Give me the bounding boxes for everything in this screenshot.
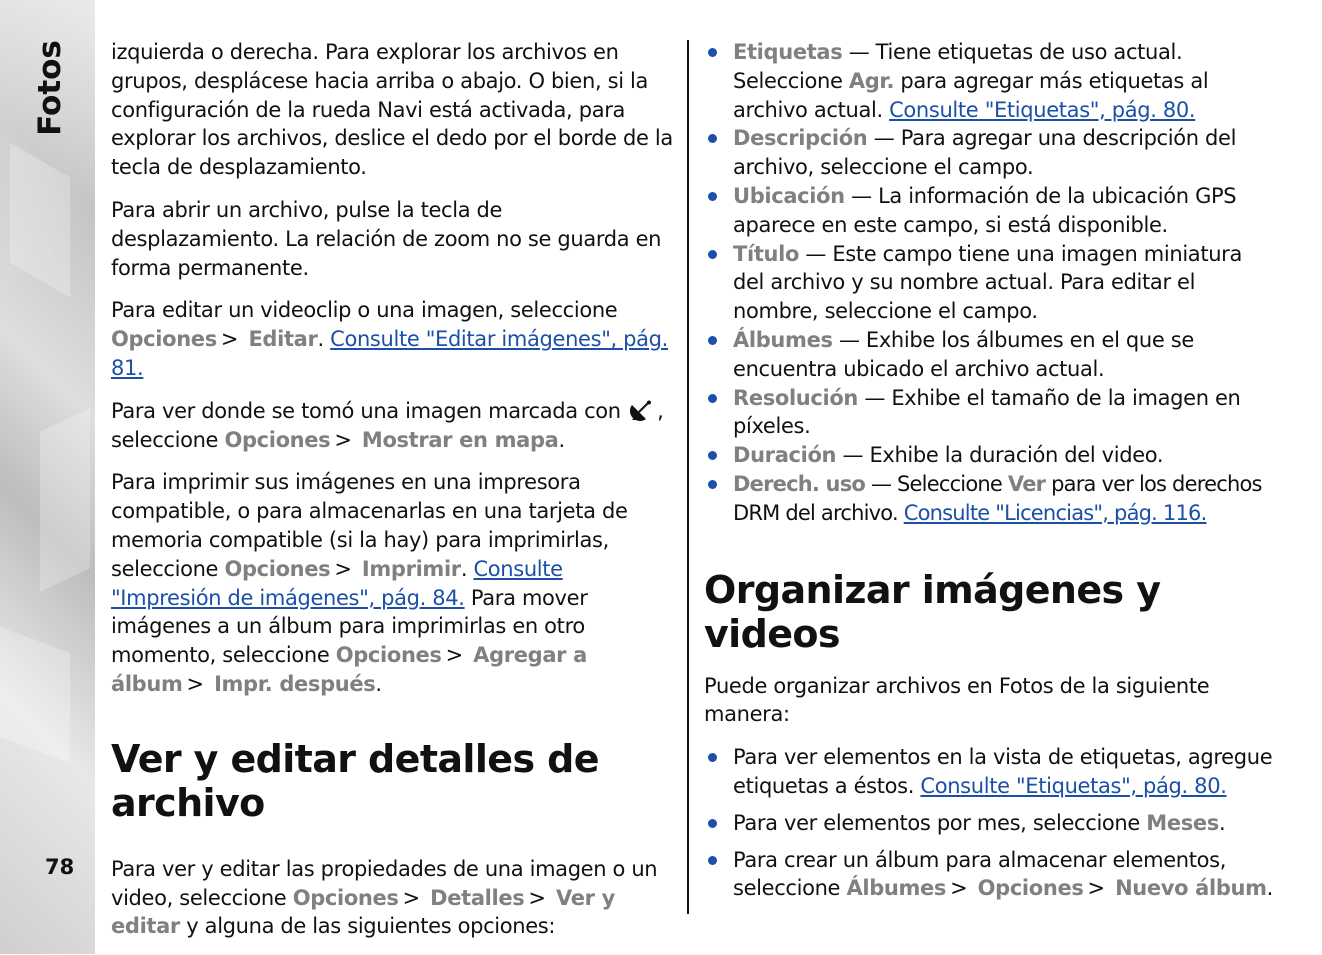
menu-command: Meses xyxy=(1146,810,1219,835)
text: Para imprimir sus imágenes en una impresora compatible, o para almacenarlas en una tarjeta de memoria compatible (si la hay) para imprimirlas, seleccione xyxy=(111,470,628,581)
text: — Exhibe el tamaño de la imagen en píxeles. xyxy=(733,385,1241,439)
paragraph: Para editar un videoclip o una imagen, seleccione Opciones > Editar. Consulte "Editar imágenes", pág. 81. xyxy=(111,298,668,380)
text: — Seleccione xyxy=(870,471,1003,496)
text: Para ver y editar las propiedades de una imagen o un video, seleccione xyxy=(111,856,658,910)
paragraph: Para imprimir sus imágenes en una impresora compatible, o para almacenarlas en una tarjeta de memoria compatible (si la hay) para imprimirlas, seleccione Opciones > Imprimir. Consulte "Impresión de imágenes", pág. 84. Para mover imágenes a un álbum para imprimirlas en otro momento, seleccione Opciones > Agregar a álbum > Impr. después. xyxy=(111,470,628,696)
menu-command: Impr. después xyxy=(214,671,376,696)
left-column xyxy=(111,38,676,955)
paragraph: izquierda o derecha. Para explorar los archivos en grupos, desplácese hacia arriba o abajo. O bien, si la configuración de la rueda Navi está activada, para explorar los archivos, deslice el dedo por el borde de la tecla de desplazamiento. xyxy=(111,40,673,180)
list-item: Para crear un álbum para almacenar elementos, seleccione Álbumes > Opciones > Nuevo álbum. xyxy=(704,846,1274,904)
list-item xyxy=(704,326,1274,384)
text: Para ver donde se tomó una imagen marcada con xyxy=(111,398,621,423)
text: y alguna de las siguientes opciones: xyxy=(186,914,556,939)
list-item xyxy=(704,441,1274,470)
satellite-dish-icon xyxy=(629,399,655,421)
section-title: Fotos xyxy=(31,40,68,136)
bullet-icon xyxy=(708,250,717,259)
bullet-icon xyxy=(708,753,717,762)
text: — Exhibe los álbumes en el que se encuentra ubicado el archivo actual. xyxy=(733,327,1194,381)
menu-command: Opciones xyxy=(111,327,217,352)
option-name: Duración xyxy=(733,443,837,468)
list-item xyxy=(704,240,1274,326)
menu-command: Ver y editar xyxy=(111,885,615,939)
menu-command: Opciones xyxy=(977,876,1084,901)
cross-reference-link[interactable]: Consulte "Etiquetas", pág. 80. xyxy=(920,773,1227,798)
section-heading: Organizar imágenes y videos xyxy=(704,567,1161,656)
section-heading: Ver y editar detalles de archivo xyxy=(111,736,599,825)
bullet-icon xyxy=(708,394,717,403)
cross-reference-link[interactable]: Consulte "Etiquetas", pág. 80. xyxy=(889,97,1196,122)
option-name: Derech. uso xyxy=(733,471,866,496)
detail-options-list xyxy=(704,38,1274,528)
option-name: Etiquetas xyxy=(733,40,843,64)
text: para ver los derechos DRM del archivo. xyxy=(733,471,1262,525)
list-item xyxy=(704,182,1274,240)
right-column xyxy=(704,38,1274,903)
list-item xyxy=(704,743,1274,801)
section-sidebar xyxy=(0,0,95,954)
list-item xyxy=(704,470,1274,528)
paragraph: Puede organizar archivos en Fotos de la siguiente manera: xyxy=(704,673,1210,727)
menu-command: Opciones xyxy=(224,427,331,452)
menu-command: Detalles xyxy=(430,885,525,910)
menu-command: Opciones xyxy=(224,556,331,581)
bullet-icon xyxy=(708,856,717,865)
cross-reference-link[interactable]: Consulte "Licencias", pág. 116. xyxy=(903,500,1207,525)
menu-command: Editar xyxy=(248,327,318,352)
list-item xyxy=(704,38,1274,124)
menu-command: Agregar a álbum xyxy=(111,643,587,696)
text: — La información de la ubicación GPS aparece en este campo, si está disponible. xyxy=(733,183,1237,237)
menu-command: Opciones xyxy=(335,643,442,668)
list-item xyxy=(704,384,1274,442)
text: Para mover imágenes a un álbum para imprimirlas en otro momento, seleccione xyxy=(111,585,588,668)
bullet-icon xyxy=(708,451,717,460)
bullet-icon xyxy=(708,134,717,143)
bullet-icon xyxy=(708,819,717,828)
column-divider xyxy=(687,40,689,914)
page-number: 78 xyxy=(45,855,75,879)
text: — Para agregar una descripción del archivo, seleccione el campo. xyxy=(733,126,1237,180)
section-tab xyxy=(30,40,70,140)
bullet-icon xyxy=(708,480,717,489)
bullet-icon xyxy=(708,192,717,201)
option-name: Ubicación xyxy=(733,183,845,208)
paragraph: Para ver y editar las propiedades de una imagen o un video, seleccione Opciones > Detalles > Ver y editar y alguna de las siguientes opciones: xyxy=(111,856,658,939)
option-name: Descripción xyxy=(733,126,868,151)
menu-command: Agr. xyxy=(848,68,895,93)
paragraph: Para abrir un archivo, pulse la tecla de desplazamiento. La relación de zoom no se guarda en forma permanente. xyxy=(111,197,662,280)
organize-list xyxy=(704,743,1274,903)
list-item xyxy=(704,124,1274,182)
text: — Este campo tiene una imagen miniatura del archivo y su nombre actual. Para editar el nombre, seleccione el campo. xyxy=(733,241,1242,324)
text: Para crear un álbum para almacenar elementos, seleccione xyxy=(733,847,1227,901)
menu-command: Opciones xyxy=(292,885,399,910)
option-name: Álbumes xyxy=(733,327,833,352)
menu-command: Nuevo álbum xyxy=(1115,876,1267,901)
text: — Tiene etiquetas de uso actual. Seleccione xyxy=(733,40,1183,93)
text: Para ver elementos por mes, seleccione xyxy=(733,810,1140,835)
text: — Exhibe la duración del video. xyxy=(842,443,1164,468)
text: Para ver elementos en la vista de etiquetas, agregue etiquetas a éstos. xyxy=(733,745,1273,798)
menu-command: Mostrar en mapa xyxy=(361,427,559,452)
list-item: Para ver elementos por mes, seleccione Meses. xyxy=(704,809,1274,838)
menu-command: Álbumes xyxy=(846,876,947,901)
option-name: Título xyxy=(733,241,800,266)
option-name: Resolución xyxy=(733,385,859,410)
bullet-icon xyxy=(708,336,717,345)
text: , seleccione xyxy=(111,398,664,452)
cross-reference-link[interactable]: Consulte "Impresión de imágenes", pág. 84. xyxy=(111,556,563,610)
bullet-icon xyxy=(708,48,717,57)
text: Para editar un videoclip o una imagen, seleccione xyxy=(111,298,618,323)
menu-command: Imprimir xyxy=(361,556,461,581)
menu-command: Ver xyxy=(1007,471,1046,496)
text: para agregar más etiquetas al archivo actual. xyxy=(733,68,1209,122)
paragraph: Para ver donde se tomó una imagen marcada con , seleccione Opciones > Mostrar en mapa. xyxy=(111,398,664,452)
cross-reference-link[interactable]: Consulte "Editar imágenes", pág. 81. xyxy=(111,327,668,380)
